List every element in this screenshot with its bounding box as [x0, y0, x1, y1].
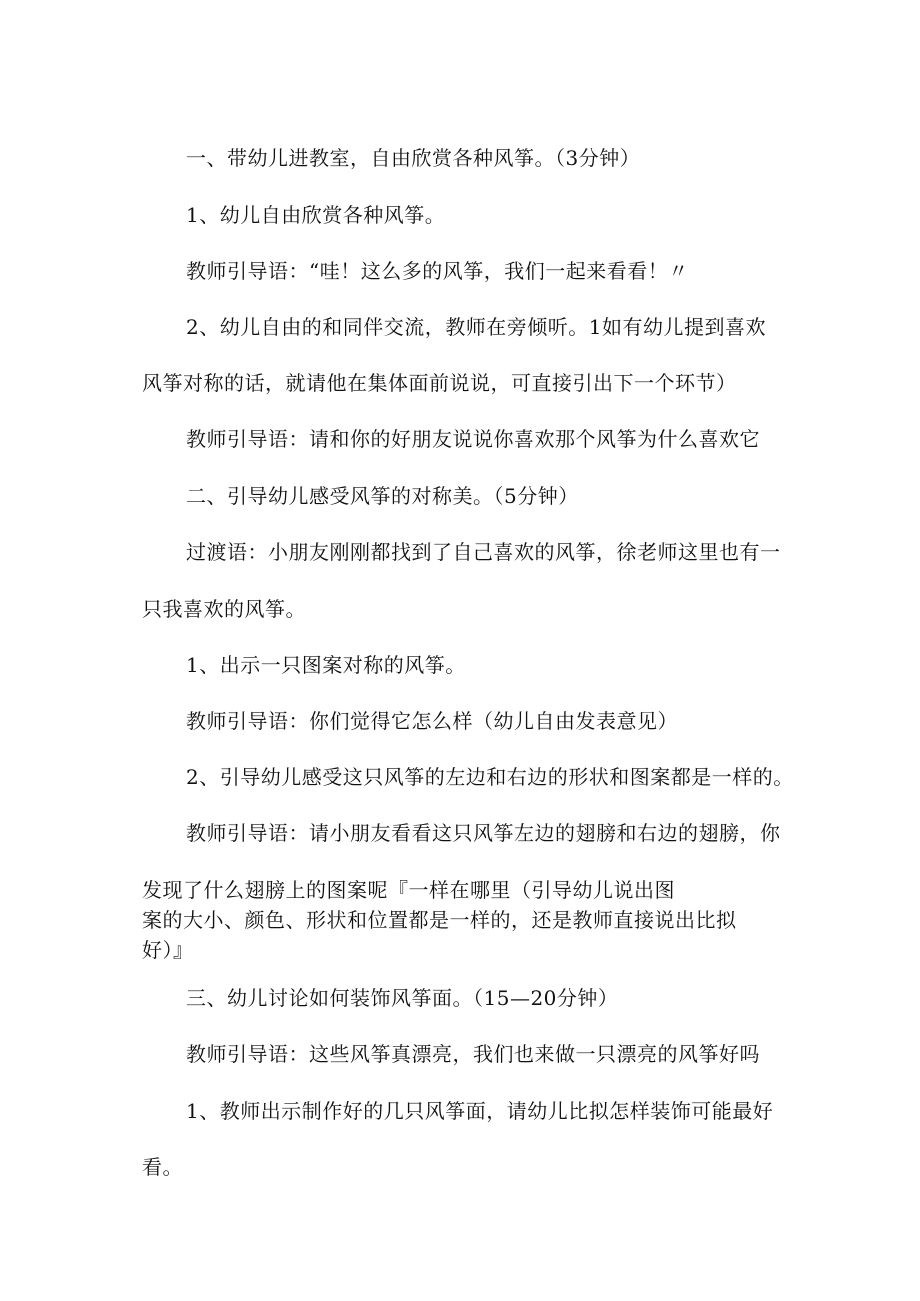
paragraph-line: 教师引导语：你们觉得它怎么样（幼儿自由发表意见）: [186, 709, 678, 733]
paragraph-line: 看。: [142, 1155, 183, 1179]
paragraph-line: 2、引导幼儿感受这只风筝的左边和右边的形状和图案都是一样的。: [186, 765, 794, 789]
paragraph-line: 好）』: [142, 938, 194, 962]
paragraph-line: 1、出示一只图案对称的风筝。: [186, 653, 466, 677]
paragraph-line: 教师引导语：这些风筝真漂亮，我们也来做一只漂亮的风筝好吗: [186, 1042, 760, 1066]
paragraph-line: 风筝对称的话，就请他在集体面前说说，可直接引出下一个环节）: [142, 371, 737, 395]
paragraph-line: 过渡语：小朋友刚刚都找到了自己喜欢的风筝，徐老师这里也有一: [186, 540, 781, 564]
paragraph-line: 1、幼儿自由欣赏各种风筝。: [186, 203, 446, 227]
paragraph-line: 教师引导语：请和你的好朋友说说你喜欢那个风筝为什么喜欢它: [186, 427, 760, 451]
section-heading-3: 三、幼儿讨论如何装饰风筝面。（15—20分钟）: [186, 986, 619, 1010]
paragraph-line: 教师引导语：“哇！这么多的风筝，我们一起来看看！〃: [186, 259, 689, 283]
paragraph-line: 只我喜欢的风筝。: [142, 597, 306, 621]
section-heading-2: 二、引导幼儿感受风筝的对称美。（5分钟）: [186, 484, 579, 508]
paragraph-line: 案的大小、颜色、形状和位置都是一样的，还是教师直接说出比拟: [142, 908, 737, 932]
paragraph-line: 2、幼儿自由的和同伴交流，教师在旁倾听。1如有幼儿提到喜欢: [186, 315, 766, 339]
paragraph-line: 教师引导语：请小朋友看看这只风筝左边的翅膀和右边的翅膀，你: [186, 821, 781, 845]
section-heading-1: 一、带幼儿进教室，自由欣赏各种风筝。（3分钟）: [186, 146, 641, 170]
paragraph-line: 发现了什么翅膀上的图案呢『一样在哪里（引导幼儿说出图: [142, 878, 675, 902]
paragraph-line: 1、教师出示制作好的几只风筝面，请幼儿比拟怎样装饰可能最好: [186, 1099, 774, 1123]
